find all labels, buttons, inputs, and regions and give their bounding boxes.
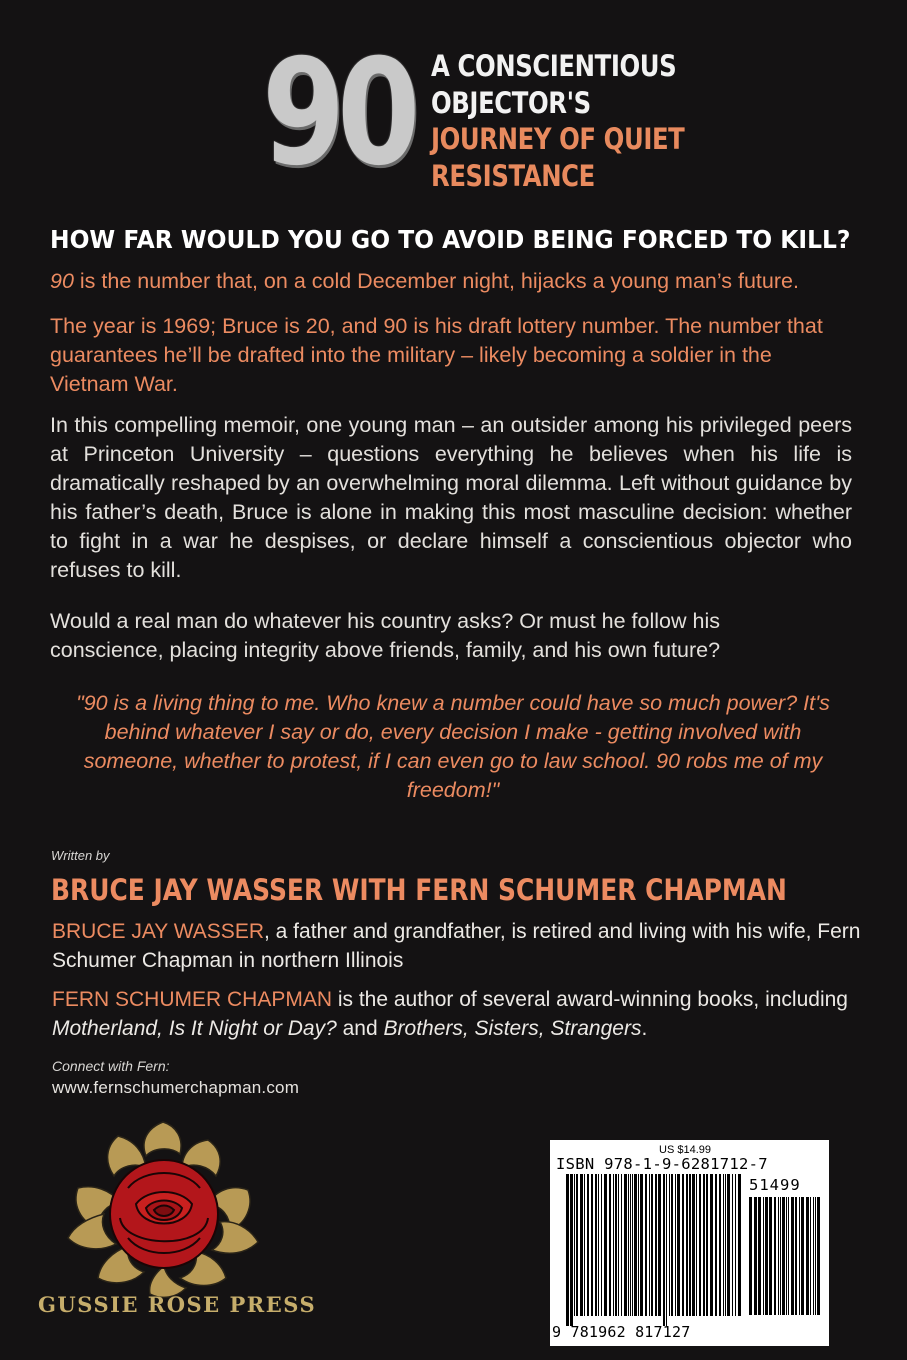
barcode-bar	[601, 1174, 602, 1316]
price-label: US $14.99	[659, 1144, 711, 1156]
barcode-bar	[754, 1197, 757, 1315]
intro-line	[50, 267, 870, 296]
barcode-bar	[786, 1197, 787, 1315]
barcode-bar	[723, 1174, 724, 1316]
barcode-panel	[550, 1140, 829, 1346]
barcode-bar	[732, 1174, 733, 1316]
barcode-bar	[675, 1174, 676, 1316]
barcode-bar	[727, 1174, 730, 1316]
barcode-bar	[663, 1174, 665, 1326]
barcode-bar	[725, 1174, 726, 1316]
bio-bruce	[52, 917, 864, 975]
barcode-bar	[769, 1197, 772, 1315]
barcode-bar	[719, 1174, 721, 1316]
barcode-bar	[634, 1174, 637, 1316]
bio-fern-and: and	[336, 1017, 384, 1040]
barcode-bar	[580, 1174, 583, 1316]
barcode-bar	[630, 1174, 631, 1316]
barcode-bar	[628, 1174, 629, 1316]
title-number-90: 90	[262, 28, 413, 198]
barcode-bar	[815, 1197, 816, 1315]
publisher-name: GUSSIE ROSE PRESS	[38, 1292, 317, 1317]
barcode-bar	[689, 1174, 691, 1316]
bio-fern-name: FERN SCHUMER CHAPMAN	[52, 988, 333, 1011]
author-names: BRUCE JAY WASSER WITH FERN SCHUMER CHAPMAN	[51, 873, 787, 907]
book-title-1: Motherland, Is It Night or Day?	[52, 1017, 337, 1040]
headline: HOW FAR WOULD YOU GO TO AVOID BEING FORCED TO KILL?	[50, 225, 851, 254]
barcode-bar	[598, 1174, 599, 1316]
barcode-bar	[576, 1174, 578, 1316]
title-line-4: RESISTANCE	[431, 159, 595, 193]
barcode-bar	[655, 1174, 657, 1316]
barcode-bar	[710, 1174, 713, 1316]
barcode-bar	[595, 1174, 597, 1316]
barcode-bar	[570, 1174, 573, 1326]
barcode-bar	[715, 1174, 717, 1316]
barcode-bar	[738, 1174, 741, 1316]
barcode-bar	[696, 1174, 697, 1316]
barcode-bar	[645, 1174, 647, 1316]
barcode-bar	[810, 1197, 811, 1315]
barcode-bar	[699, 1174, 701, 1316]
barcode-bar	[813, 1197, 814, 1315]
barcode-bar	[788, 1197, 789, 1315]
barcode-bar	[791, 1197, 794, 1315]
ean-digits: 9 781962 817127	[552, 1323, 691, 1341]
barcode-bar	[806, 1197, 809, 1315]
barcode-bar	[801, 1197, 804, 1315]
paragraph-memoir: In this compelling memoir, one young man – an outsider among his privileged peers at Princeton University – questions everything he believes when his life is dramatically reshaped by an overwhelming moral dilemma. Left without guidance by his father’s death, Bruce is alone in making this most masculine decision: whether to fight in a war he despises, or declare himself a conscientious objector who refuses to kill.	[50, 413, 852, 582]
barcode-bar	[763, 1197, 764, 1315]
barcode-bar	[584, 1174, 585, 1316]
rose-logo-icon	[58, 1118, 268, 1300]
title-line-2: OBJECTOR'S	[431, 86, 591, 120]
barcode-bar	[649, 1174, 650, 1316]
barcode-bar	[686, 1174, 688, 1316]
written-by-label: Written by	[51, 848, 110, 863]
barcode-bar	[666, 1174, 667, 1326]
barcode-bar	[604, 1174, 607, 1316]
intro-rest: is the number that, on a cold December night, hijacks a young man’s future.	[73, 269, 799, 293]
barcode-bar	[671, 1174, 673, 1316]
book-title-2: Brothers, Sisters, Strangers	[383, 1017, 642, 1040]
barcode-bar	[613, 1174, 614, 1316]
barcode-bar	[640, 1174, 643, 1316]
price-addon-digits: 51499	[749, 1176, 801, 1194]
pull-quote: "90 is a living thing to me. Who knew a number could have so much power? It's behind whatever I say or do, every decision I make - getting involved with someone, whether to protest, if I can even go to law school. 90 robs me of my freedom!"	[76, 691, 830, 802]
barcode-bar	[677, 1174, 680, 1316]
title-line-3: JOURNEY OF QUIET	[431, 122, 685, 156]
barcode-bar	[615, 1174, 617, 1316]
barcode-bar	[817, 1197, 820, 1315]
barcode-bar	[799, 1197, 800, 1315]
barcode-bar	[706, 1174, 708, 1316]
barcode-bar	[778, 1197, 779, 1315]
bio-fern-end: .	[641, 1017, 648, 1040]
paragraph-question: Would a real man do whatever his country asks? Or must he follow his conscience, placing integrity above friends, family, and his own future?	[50, 609, 721, 662]
barcode-bar	[609, 1174, 611, 1316]
barcode-bar	[624, 1174, 627, 1316]
connect-label: Connect with Fern:	[52, 1058, 170, 1074]
isbn-label: ISBN 978-1-9-6281712-7	[556, 1155, 768, 1173]
barcode-bar	[658, 1174, 661, 1316]
barcode-bar	[682, 1174, 684, 1316]
barcode-bar	[774, 1197, 776, 1315]
barcode-bar	[632, 1174, 633, 1316]
barcode-bar	[621, 1174, 622, 1316]
barcode-bar	[566, 1174, 569, 1326]
title-line-1: A CONSCIENTIOUS	[431, 49, 677, 83]
barcode-bar	[651, 1174, 653, 1316]
paragraph-draft-lottery: The year is 1969; Bruce is 20, and 90 is his draft lottery number. The number that guarantees he’ll be drafted into the military – likely becoming a soldier in the Vietnam War.	[50, 314, 823, 396]
barcode-bar	[735, 1174, 736, 1316]
bio-fern	[52, 985, 864, 1043]
barcode-bar	[782, 1197, 785, 1315]
barcode-bar	[574, 1174, 575, 1316]
bio-bruce-name: BRUCE JAY WASSER	[52, 920, 264, 943]
bio-fern-text: is the author of several award-winning books, including	[332, 988, 848, 1011]
barcode-bar	[795, 1197, 797, 1315]
barcode-bar	[692, 1174, 695, 1316]
barcode-bar	[587, 1174, 589, 1316]
bio-bruce-text: , a father and grandfather, is retired and living with his wife, Fern Schumer Chapman in northern Illinois	[52, 920, 861, 972]
barcode-bar	[780, 1197, 781, 1315]
website-link[interactable]: www.fernschumerchapman.com	[52, 1078, 300, 1097]
intro-lead: 90	[50, 269, 74, 293]
barcode-bar	[618, 1174, 619, 1316]
addon-barcode	[749, 1197, 821, 1325]
barcode-bar	[638, 1174, 639, 1316]
barcode-bar	[669, 1174, 670, 1316]
barcode-bar	[749, 1197, 752, 1315]
barcode-bar	[765, 1197, 768, 1315]
ean-barcode	[566, 1174, 742, 1326]
barcode-bar	[758, 1197, 761, 1315]
barcode-bar	[703, 1174, 705, 1316]
barcode-bar	[591, 1174, 593, 1316]
